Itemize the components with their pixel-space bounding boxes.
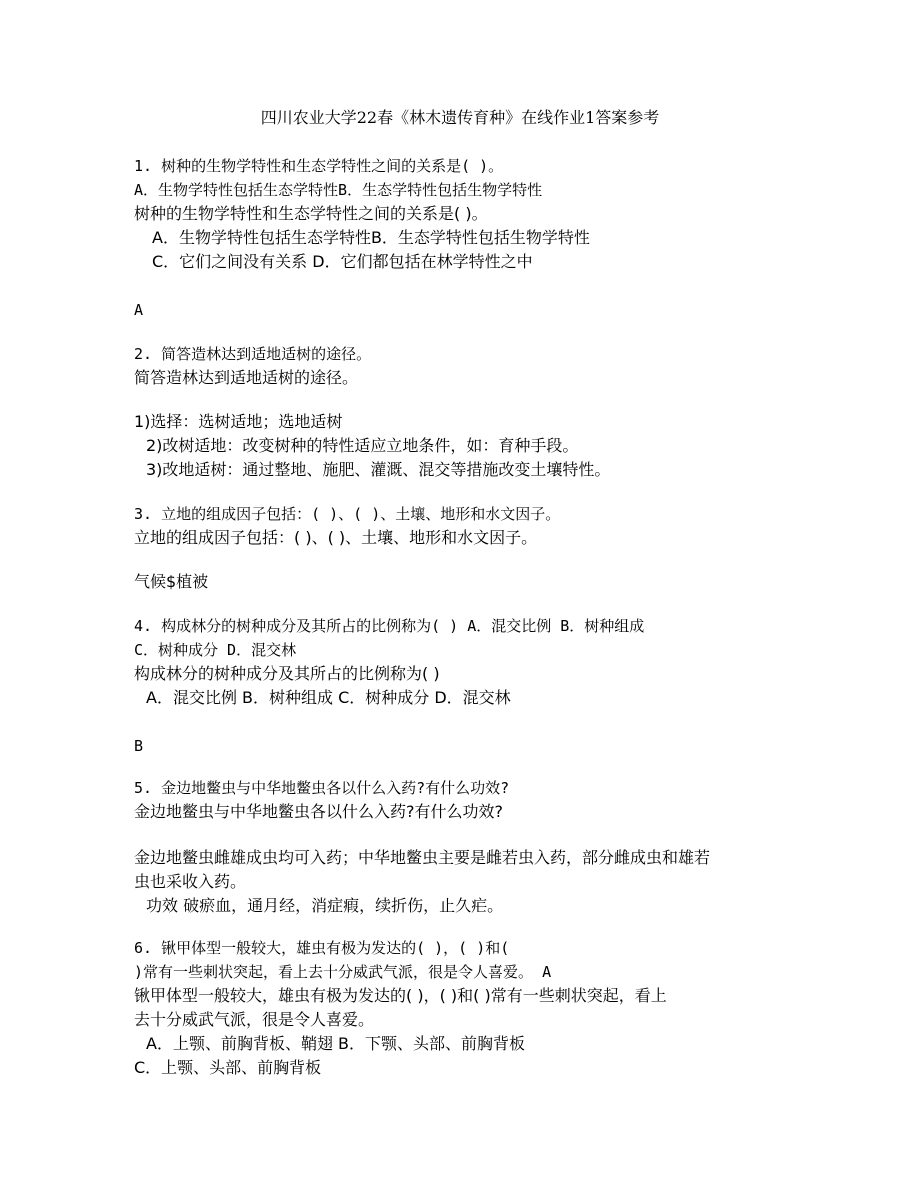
question-3-title: 3. 立地的组成因子包括：( )、( )、土壤、地形和水文因子。 <box>134 505 561 523</box>
question-5-answer-2: 虫也采收入药。 <box>134 872 247 891</box>
question-1-option-cd: C．它们之间没有关系 D．它们都包括在林学特性之中 <box>152 252 533 271</box>
question-4-text: 构成林分的树种成分及其所占的比例称为( ) <box>134 664 440 683</box>
question-4-answer: B <box>134 737 144 755</box>
question-5-answer-3: 功效 破瘀血，通月经，消症瘕，续折伤，止久疟。 <box>146 896 504 915</box>
question-4-title: 4. 构成林分的树种成分及其所占的比例称为( ) A．混交比例 B．树种组成 <box>134 617 645 635</box>
question-3-text: 立地的组成因子包括：( )、( )、土壤、地形和水文因子。 <box>134 528 538 547</box>
question-3-answer: 气候$植被 <box>134 572 209 591</box>
question-4-options: C．树种成分 D．混交林 <box>134 641 297 659</box>
question-2-answer-1: 1)选择：选树适地；选地适树 <box>134 412 343 431</box>
question-6-title-cont: )常有一些刺状突起，看上去十分威武气派，很是令人喜爱。 A <box>134 963 552 981</box>
question-6-option-c: C．上颚、头部、前胸背板 <box>134 1058 322 1077</box>
question-1-answer: A <box>134 301 144 319</box>
document-title: 四川农业大学22春《林木遗传育种》在线作业1答案参考 <box>260 108 660 127</box>
question-2-title: 2. 简答造林达到适地适树的途径。 <box>134 345 372 363</box>
question-6-text-cont: 去十分威武气派，很是令人喜爱。 <box>134 1010 375 1029</box>
question-2-answer-3: 3)改地适树：通过整地、施肥、灌溉、混交等措施改变土壤特性。 <box>146 460 611 479</box>
question-5-answer-1: 金边地鳖虫雌雄成虫均可入药；中华地鳖虫主要是雌若虫入药，部分雌成虫和雄若 <box>134 848 711 867</box>
question-5-title: 5. 金边地鳖虫与中华地鳖虫各以什么入药?有什么功效? <box>134 779 510 797</box>
question-1-text: 树种的生物学特性和生态学特性之间的关系是( )。 <box>134 204 488 223</box>
question-2-text: 简答造林达到适地适树的途径。 <box>134 368 359 387</box>
question-5-text: 金边地鳖虫与中华地鳖虫各以什么入药?有什么功效? <box>134 802 503 821</box>
question-6-title: 6. 锹甲体型一般较大，雄虫有极为发达的( )，( )和( <box>134 939 510 957</box>
question-4-option-list: A．混交比例 B．树种组成 C．树种成分 D．混交林 <box>146 688 511 707</box>
question-6-text: 锹甲体型一般较大，雄虫有极为发达的( )，( )和( )常有一些刺状突起，看上 <box>134 986 667 1005</box>
question-6-option-ab: A．上颚、前胸背板、鞘翅 B．下颚、头部、前胸背板 <box>146 1034 526 1053</box>
question-2-answer-2: 2)改树适地：改变树种的特性适应立地条件，如：育种手段。 <box>146 436 579 455</box>
question-1-options: A．生物学特性包括生态学特性B．生态学特性包括生物学特性 <box>134 181 543 199</box>
question-1-option-ab: A．生物学特性包括生态学特性B．生态学特性包括生物学特性 <box>152 228 590 247</box>
question-1-title: 1. 树种的生物学特性和生态学特性之间的关系是( )。 <box>134 157 504 175</box>
